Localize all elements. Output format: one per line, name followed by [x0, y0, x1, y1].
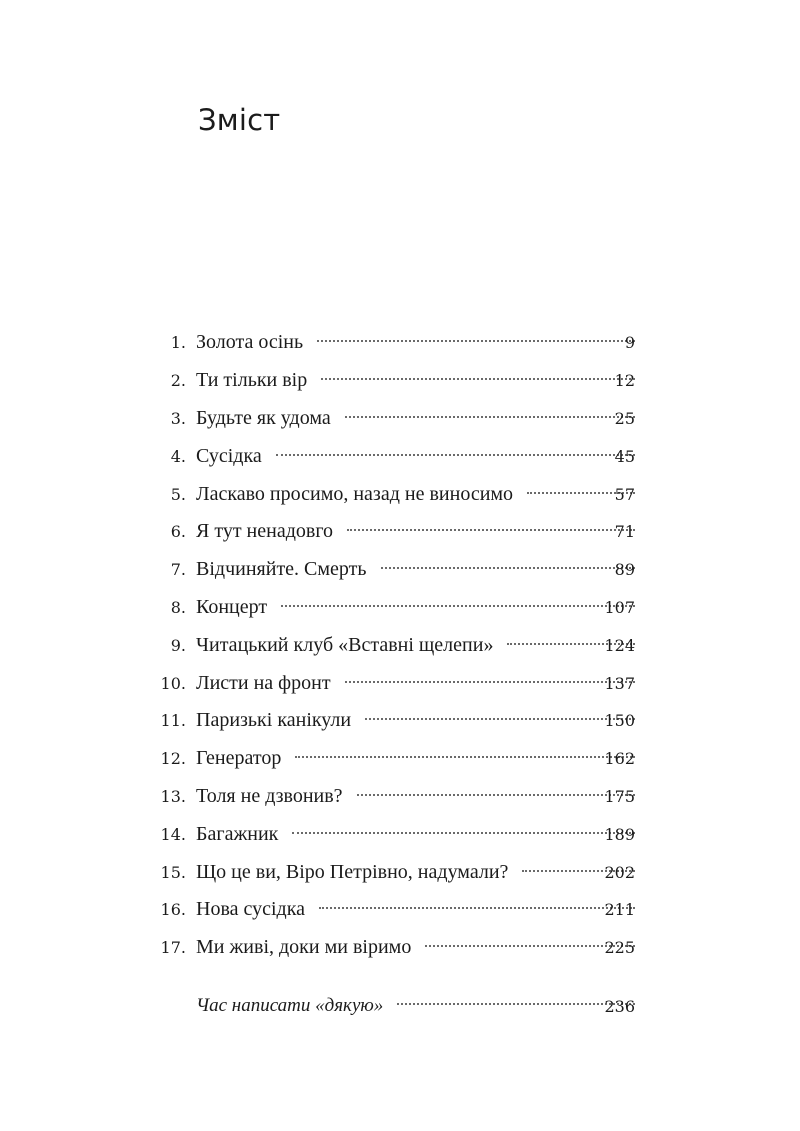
toc-entry: [0, 702, 800, 740]
toc-entry-line: [196, 709, 635, 732]
toc-entry: [0, 778, 800, 816]
toc-entry-line: [196, 747, 635, 770]
toc-entry-number: 7.: [170, 560, 186, 580]
toc-entry: [0, 929, 800, 967]
dot-leader: [281, 605, 635, 607]
toc-entry-page: 175: [604, 786, 635, 806]
toc-entry-number: 11.: [160, 711, 186, 731]
toc-entry: [0, 664, 800, 702]
toc-entry-line: [196, 558, 635, 581]
toc-entry-number: 14.: [160, 824, 186, 844]
toc-entry-page: 189: [604, 824, 635, 844]
toc-entry: [0, 475, 800, 513]
toc-entry-title: Будьте як удома: [196, 406, 331, 429]
toc-entry-title: Золота осінь: [196, 331, 304, 354]
table-of-contents: [0, 324, 800, 967]
toc-entry-page: 107: [604, 597, 635, 617]
toc-entry-title: Толя не дзвонив?: [196, 784, 343, 807]
toc-entry-title: Сусідка: [196, 444, 262, 467]
toc-entry-title: Читацький клуб «Вставні щелепи»: [196, 633, 494, 656]
toc-entry-page: 57: [614, 484, 635, 504]
toc-entry-page: 9: [624, 333, 635, 353]
toc-entry-number: 13.: [160, 786, 186, 806]
toc-entry-title: Багажник: [196, 822, 279, 845]
toc-entry-number: 3.: [170, 408, 186, 428]
toc-entry: [0, 551, 800, 589]
toc-entry-number: 1.: [170, 333, 186, 353]
toc-entry-page: 12: [614, 371, 635, 391]
toc-entry-page: 124: [604, 635, 635, 655]
toc-entry-title: Я тут ненадовго: [196, 520, 334, 543]
toc-entry-number: 10.: [160, 673, 186, 693]
toc-entry-line: [196, 331, 635, 354]
toc-entry-page: 236: [604, 996, 635, 1016]
toc-entry-title: Час написати «дякую»: [196, 995, 384, 1016]
toc-entry-number: 2.: [170, 371, 186, 391]
toc-entry-number: 6.: [170, 522, 186, 542]
toc-entry-number: 17.: [160, 938, 186, 958]
toc-entry-line: [196, 634, 635, 657]
toc-entry: [0, 815, 800, 853]
toc-entry-number: 16.: [160, 900, 186, 920]
toc-entry-page: 202: [604, 862, 635, 882]
toc-entry-title: Листи на фронт: [196, 671, 331, 694]
toc-entry-number: 5.: [170, 484, 186, 504]
toc-entry-line: [196, 861, 635, 884]
toc-entry-title: Що це ви, Віро Петрівно, надумали?: [196, 860, 509, 883]
toc-entry-title: Генератор: [196, 747, 282, 770]
toc-entry-page: 162: [604, 749, 635, 769]
toc-entry-line: [196, 445, 635, 468]
toc-entry-page: 150: [604, 711, 635, 731]
toc-entry-line: [196, 823, 635, 846]
toc-entry-line: [196, 596, 635, 619]
toc-entry-number: 4.: [170, 446, 186, 466]
toc-entry: [0, 740, 800, 778]
toc-entry-line: [196, 898, 635, 921]
toc-entry-line: [196, 520, 635, 543]
toc-entry-line: [196, 483, 635, 506]
toc-entry-afterword: [0, 987, 800, 1025]
toc-entry: [0, 362, 800, 400]
toc-entry-number: 12.: [160, 749, 186, 769]
toc-entry-page: 71: [614, 522, 635, 542]
toc-entry: [0, 437, 800, 475]
toc-entry-title: Нова сусідка: [196, 898, 306, 921]
dot-leader: [292, 832, 635, 834]
toc-entry-title: Концерт: [196, 595, 268, 618]
toc-entry-page: 137: [604, 673, 635, 693]
toc-entry-title: Ми живі, доки ми віримо: [196, 936, 412, 959]
toc-entry: [0, 589, 800, 627]
toc-entry-page: 225: [604, 938, 635, 958]
toc-entry-page: 211: [604, 900, 635, 920]
toc-entry-line: [196, 369, 635, 392]
toc-entry-line: [196, 785, 635, 808]
toc-entry: [0, 513, 800, 551]
toc-entry: [0, 626, 800, 664]
toc-entry-page: 89: [614, 560, 635, 580]
toc-entry-line: [196, 672, 635, 695]
page-title: Зміст: [198, 103, 281, 137]
dot-leader: [276, 454, 635, 456]
toc-entry: [0, 400, 800, 438]
toc-entry-title: Паризькі канікули: [196, 709, 352, 732]
toc-entry-title: Відчиняйте. Смерть: [196, 558, 367, 581]
toc-entry: [0, 853, 800, 891]
toc-entry-line: [196, 936, 635, 959]
toc-entry-line: [196, 407, 635, 430]
toc-entry: [0, 891, 800, 929]
toc-entry-title: Ти тільки вір: [196, 369, 308, 392]
toc-entry-number: 8.: [170, 597, 186, 617]
toc-entry: [0, 324, 800, 362]
toc-entry-page: 25: [614, 408, 635, 428]
toc-entry-title: Ласкаво просимо, назад не виносимо: [196, 482, 514, 505]
toc-entry-page: 45: [614, 446, 635, 466]
toc-entry-number: 9.: [170, 635, 186, 655]
toc-entry-number: 15.: [160, 862, 186, 882]
